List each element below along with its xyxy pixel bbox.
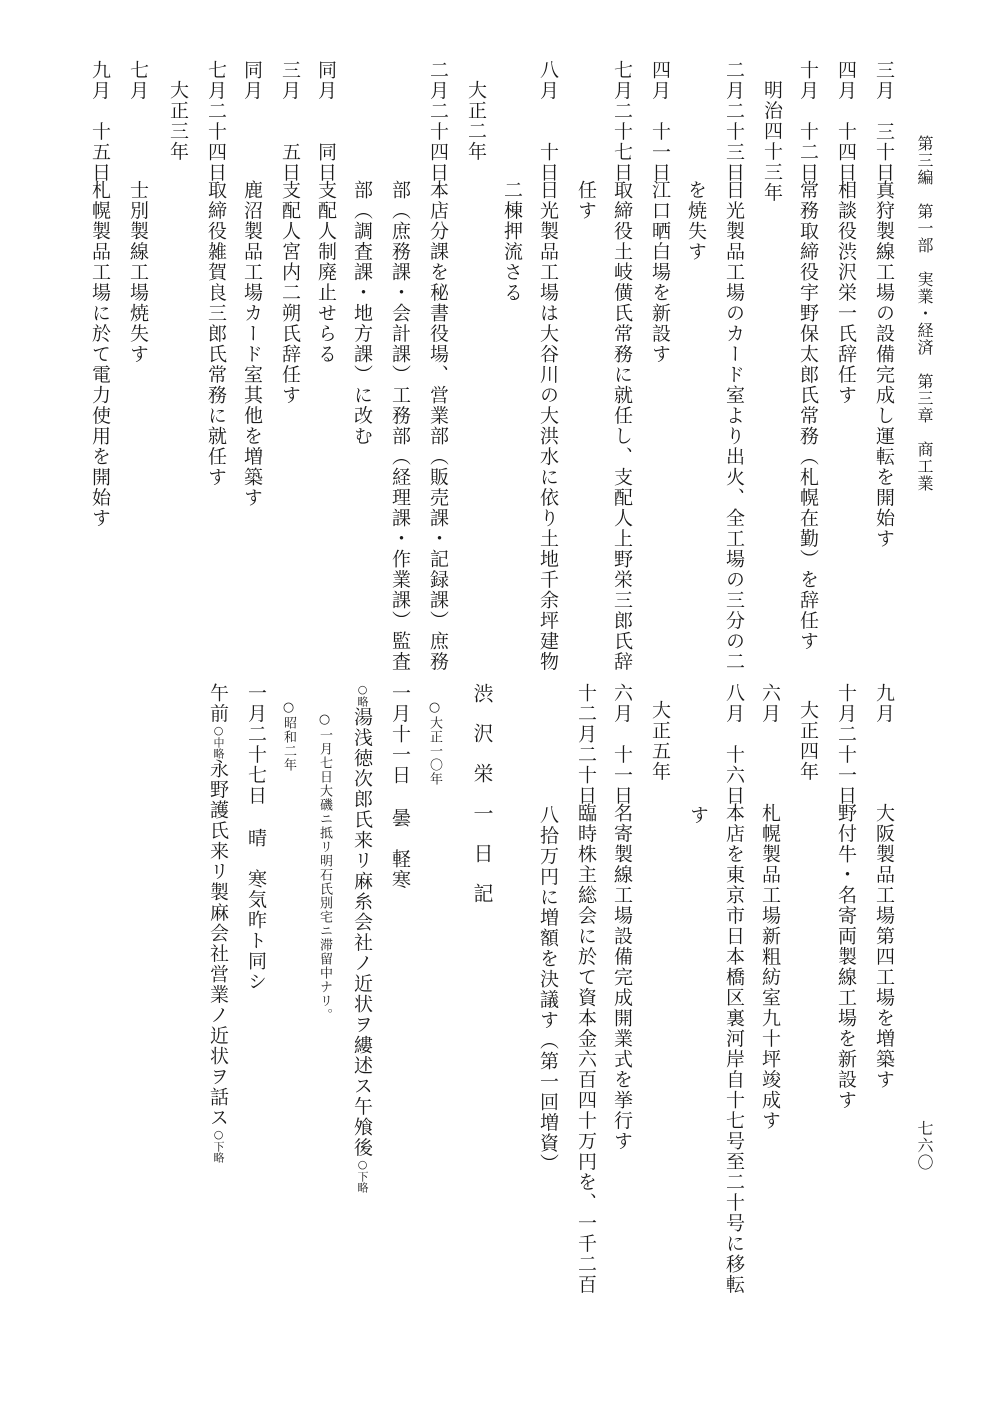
entry-date: 八月 十日 (537, 60, 559, 183)
era-heading: 大正五年 (649, 700, 671, 782)
omission-mark: ○中略 (212, 724, 225, 759)
omission-mark: ○略 (356, 683, 369, 707)
entry-continuation: 部（庶務課・会計課）工務部（経理課・作業課）監査 (389, 180, 411, 672)
diary-text: 湯浅徳次郎氏来リ麻糸会社ノ近状ヲ縷述ス午飧後 (351, 707, 373, 1158)
entry-date: 三月 五日 (279, 60, 301, 183)
entry-text: 真狩製線工場の設備完成し運転を開始す (873, 180, 895, 549)
diary-entry (390, 683, 409, 890)
running-header: 第三編 第一部 実業・経済 第三章 商工業 (915, 135, 934, 492)
entry-text: 臨時株主総会に於て資本金六百四十万円を、一千二百 (575, 803, 597, 1295)
entry-date: 三月 三十日 (873, 60, 895, 183)
chronology-entry (538, 60, 557, 672)
entry-date: 十月 十二日 (797, 60, 819, 183)
entry-date: 九月 (873, 683, 895, 724)
entry-date: 八月 十六日 (723, 683, 745, 806)
chronology-entry (836, 683, 855, 1111)
entry-continuation: 八拾万円に増額を決議す（第一回増資） (537, 805, 559, 1174)
entry-text: 取締役雑賀良三郎氏常務に就任す (205, 180, 227, 488)
entry-date: 七月 (127, 60, 149, 101)
diary-date: 一月十一日 (389, 683, 411, 786)
entry-date: 四月 十一日 (649, 60, 671, 183)
diary-entry (246, 683, 265, 992)
chronology-entry (760, 683, 779, 1131)
chronology-entry (836, 60, 855, 406)
entry-text: 本店分課を秘書役場、営業部（販売課・記録課）庶務 (427, 180, 449, 672)
entry-text: 江口晒白場を新設す (649, 180, 671, 365)
chronology-entry (798, 60, 817, 652)
entry-date: 二月二十三日 (723, 60, 745, 183)
diary-weather: 曇 軽寒 (389, 808, 411, 890)
entry-text: 常務取締役宇野保太郎氏常務（札幌在勤）を辞任す (797, 180, 819, 652)
omission-mark: ○下略 (212, 1128, 225, 1163)
entry-text: 士別製線工場焼失す (127, 180, 149, 365)
chronology-entry (90, 60, 109, 529)
entry-text: 野付牛・名寄両製線工場を新設す (835, 803, 857, 1111)
entry-text: 日光製品工場のカード室より出火、全工場の三分の二 (723, 180, 745, 672)
chronology-entry (128, 60, 147, 365)
entry-continuation: 部（調査課・地方課）に改む (351, 180, 373, 447)
entry-date: 六月 (759, 683, 781, 724)
diary-year: ○大正一〇年 (427, 700, 442, 786)
diary-entry-text (208, 683, 227, 1163)
diary-lead: 午前 (207, 683, 229, 724)
chronology-entry (280, 60, 299, 406)
entry-date: 九月 十五日 (89, 60, 111, 183)
diary-note: ○一月七日大磯ニ抵リ明石氏別宅ニ滞留中ナリ。 (317, 712, 332, 1022)
chronology-entry (612, 683, 631, 1152)
entry-date: 二月二十四日 (427, 60, 449, 183)
era-heading: 大正四年 (797, 700, 819, 782)
entry-text: 札幌製品工場に於て電力使用を開始す (89, 180, 111, 529)
diary-date: 一月二十七日 (245, 683, 267, 806)
entry-continuation: 二棟押流さる (501, 180, 523, 303)
entry-text: 取締役土岐僙氏常務に就任し、支配人上野栄三郎氏辞 (611, 180, 633, 672)
era-heading: 明治四十三年 (761, 80, 783, 203)
entry-text: 名寄製線工場設備完成開業式を挙行す (611, 803, 633, 1152)
chronology-entry (612, 60, 631, 672)
entry-date: 十月二十一日 (835, 683, 857, 806)
entry-continuation: 任す (575, 180, 597, 221)
diary-weather: 晴 寒気昨ト同シ (245, 828, 267, 992)
omission-mark: ○下略 (356, 1158, 369, 1193)
chronology-entry (428, 60, 447, 672)
entry-date: 同月 (241, 60, 263, 101)
chronology-entry (650, 60, 669, 365)
diary-text: 永野護氏来リ製麻会社営業ノ近状ヲ話ス (207, 759, 229, 1128)
entry-text: 鹿沼製品工場カード室其他を増築す (241, 180, 263, 508)
entry-date: 七月二十四日 (205, 60, 227, 183)
diary-title: 渋沢栄一日記 (470, 683, 494, 923)
entry-text: 支配人宮内二朔氏辞任す (279, 180, 301, 406)
entry-continuation: を焼失す (685, 180, 707, 262)
chronology-entry (242, 60, 261, 508)
entry-date: 四月 十四日 (835, 60, 857, 183)
chronology-entry (316, 60, 335, 365)
entry-date: 同月 同日 (315, 60, 337, 183)
entry-date: 七月二十七日 (611, 60, 633, 183)
entry-text: 支配人制廃止せらる (315, 180, 337, 365)
era-heading: 大正二年 (465, 80, 487, 162)
chronology-entry (724, 683, 743, 1295)
diary-entry-text (352, 683, 371, 1193)
entry-text: 日光製品工場は大谷川の大洪水に依り土地千余坪建物 (537, 180, 559, 672)
entry-text: 本店を東京市日本橋区裏河岸自十七号至二十号に移転 (723, 803, 745, 1295)
chronology-entry (724, 60, 743, 672)
chronology-entry (576, 683, 595, 1295)
entry-continuation: す (687, 805, 709, 826)
diary-year: ○昭和二年 (281, 700, 296, 772)
entry-text: 相談役渋沢栄一氏辞任す (835, 180, 857, 406)
entry-date: 十二月二十日 (575, 683, 597, 806)
era-heading: 大正三年 (167, 80, 189, 162)
page-number: 七六〇 (915, 1120, 934, 1171)
chronology-entry (206, 60, 225, 488)
entry-text: 札幌製品工場新粗紡室九十坪竣成す (759, 803, 781, 1131)
entry-text: 大阪製品工場第四工場を増築す (873, 803, 895, 1090)
chronology-entry (874, 683, 893, 1090)
chronology-entry (874, 60, 893, 549)
entry-date: 六月 十一日 (611, 683, 633, 806)
